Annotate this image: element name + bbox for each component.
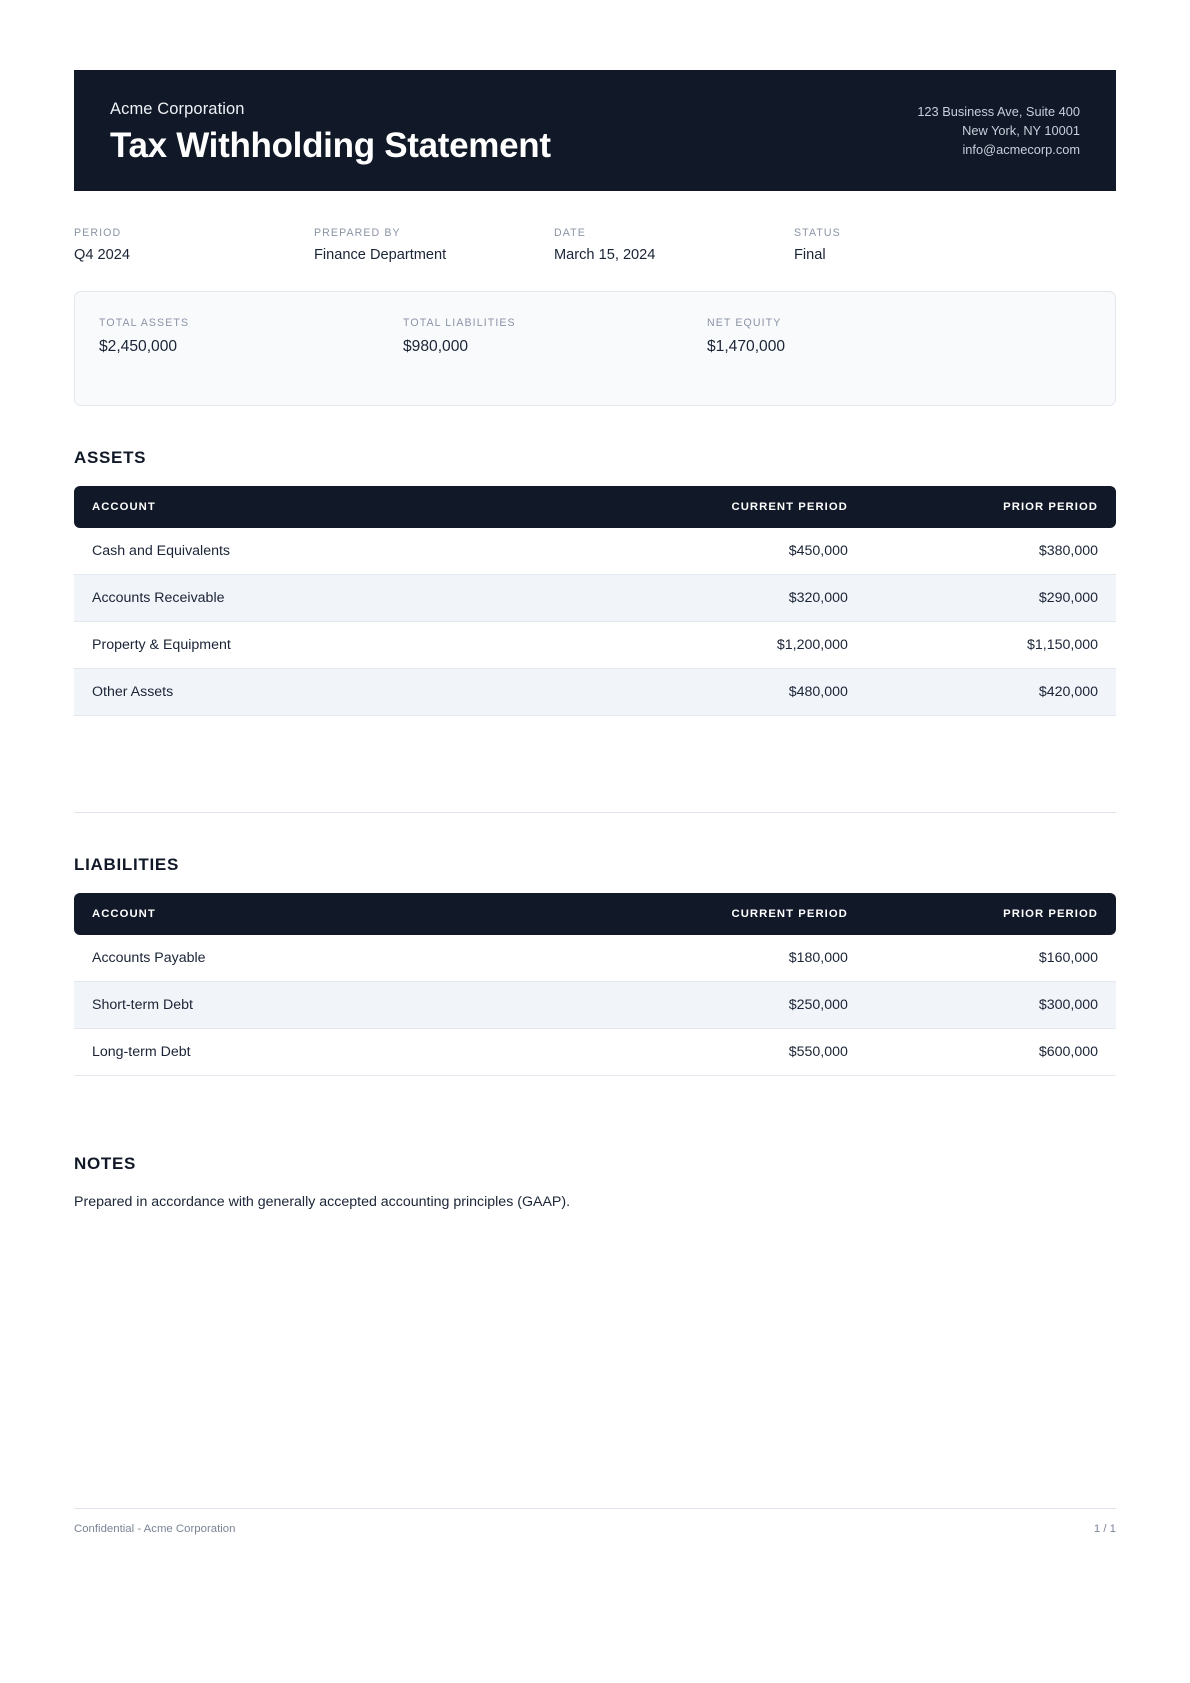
footer-confidentiality-text: Confidential - Acme Corporation [74, 1523, 236, 1535]
assets-table-body [74, 528, 1116, 716]
document-header [74, 70, 1116, 191]
meta-status-label: STATUS [794, 226, 841, 239]
liabilities-section [74, 855, 1116, 1076]
liabilities-table-head [74, 893, 1116, 935]
summary-total-assets-value: $2,450,000 [99, 337, 178, 355]
table-row [74, 621, 1116, 668]
summary-total-liabilities-label: TOTAL LIABILITIES [403, 316, 516, 329]
company-name: Acme Corporation [110, 100, 245, 118]
summary-total-liabilities-value: $980,000 [403, 337, 469, 355]
meta-status [794, 227, 1034, 263]
liabilities-row-prior: $160,000 [866, 935, 1116, 982]
meta-prepared-by-label: PREPARED BY [314, 226, 401, 239]
assets-row-current: $480,000 [616, 668, 866, 715]
company-address-line1: 123 Business Ave, Suite 400 [917, 104, 1080, 119]
assets-table-head [74, 486, 1116, 528]
meta-period-value: Q4 2024 [74, 246, 130, 263]
table-header-row [74, 486, 1116, 528]
assets-row-prior: $290,000 [866, 574, 1116, 621]
assets-row-account: Accounts Receivable [74, 574, 616, 621]
liabilities-section-title: LIABILITIES [74, 854, 179, 874]
liabilities-col-current-period: CURRENT PERIOD [616, 893, 866, 935]
meta-period-label: PERIOD [74, 226, 122, 239]
liabilities-row-account: Long-term Debt [74, 1028, 616, 1075]
meta-date [554, 227, 794, 263]
liabilities-row-current: $250,000 [616, 981, 866, 1028]
assets-row-prior: $1,150,000 [866, 621, 1116, 668]
summary-net-equity-value: $1,470,000 [707, 337, 786, 355]
assets-row-account: Property & Equipment [74, 621, 616, 668]
assets-row-account: Cash and Equivalents [74, 528, 616, 575]
notes-section [74, 1154, 1116, 1213]
assets-section-title: ASSETS [74, 447, 147, 467]
notes-section-title: NOTES [74, 1153, 137, 1173]
status-badge: Final [794, 246, 826, 263]
summary-net-equity [707, 317, 1011, 371]
footer-page-number: 1 / 1 [1093, 1523, 1116, 1535]
liabilities-row-prior: $600,000 [866, 1028, 1116, 1075]
assets-row-current: $320,000 [616, 574, 866, 621]
section-divider [74, 812, 1116, 813]
liabilities-row-account: Accounts Payable [74, 935, 616, 982]
liabilities-table-body [74, 935, 1116, 1076]
meta-prepared-by [314, 227, 554, 263]
assets-row-prior: $420,000 [866, 668, 1116, 715]
summary-total-assets-label: TOTAL ASSETS [99, 316, 190, 329]
company-email: info@acmecorp.com [962, 141, 1080, 157]
summary-total-assets [99, 317, 403, 371]
company-address-line2: New York, NY 10001 [962, 122, 1080, 138]
meta-date-value: March 15, 2024 [554, 246, 656, 263]
liabilities-col-prior-period: PRIOR PERIOD [866, 893, 1116, 935]
assets-col-prior-period: PRIOR PERIOD [866, 486, 1116, 528]
assets-col-account: ACCOUNT [74, 486, 616, 528]
liabilities-table [74, 893, 1116, 1076]
summary-net-equity-label: NET EQUITY [707, 316, 782, 329]
summary-total-liabilities [403, 317, 707, 371]
meta-date-label: DATE [554, 226, 586, 239]
summary-totals-box [74, 291, 1116, 406]
liabilities-row-current: $550,000 [616, 1028, 866, 1075]
assets-row-current: $450,000 [616, 528, 866, 575]
notes-text: Prepared in accordance with generally accepted accounting principles (GAAP). [74, 1193, 571, 1210]
assets-table [74, 486, 1116, 716]
table-row [74, 668, 1116, 715]
company-contact-block [917, 100, 1080, 160]
table-header-row [74, 893, 1116, 935]
table-row [74, 574, 1116, 621]
assets-section [74, 448, 1116, 813]
assets-row-current: $1,200,000 [616, 621, 866, 668]
liabilities-row-account: Short-term Debt [74, 981, 616, 1028]
table-row [74, 1028, 1116, 1075]
table-row [74, 935, 1116, 982]
page-title: Tax Withholding Statement [110, 126, 551, 165]
table-row [74, 528, 1116, 575]
liabilities-row-current: $180,000 [616, 935, 866, 982]
assets-row-account: Other Assets [74, 668, 616, 715]
meta-prepared-by-value: Finance Department [314, 246, 447, 263]
document-footer [74, 1508, 1116, 1535]
meta-period [74, 227, 314, 263]
liabilities-row-prior: $300,000 [866, 981, 1116, 1028]
header-identity [110, 100, 551, 165]
document-meta-row [74, 227, 1116, 263]
liabilities-col-account: ACCOUNT [74, 893, 616, 935]
table-row [74, 981, 1116, 1028]
assets-col-current-period: CURRENT PERIOD [616, 486, 866, 528]
assets-row-prior: $380,000 [866, 528, 1116, 575]
